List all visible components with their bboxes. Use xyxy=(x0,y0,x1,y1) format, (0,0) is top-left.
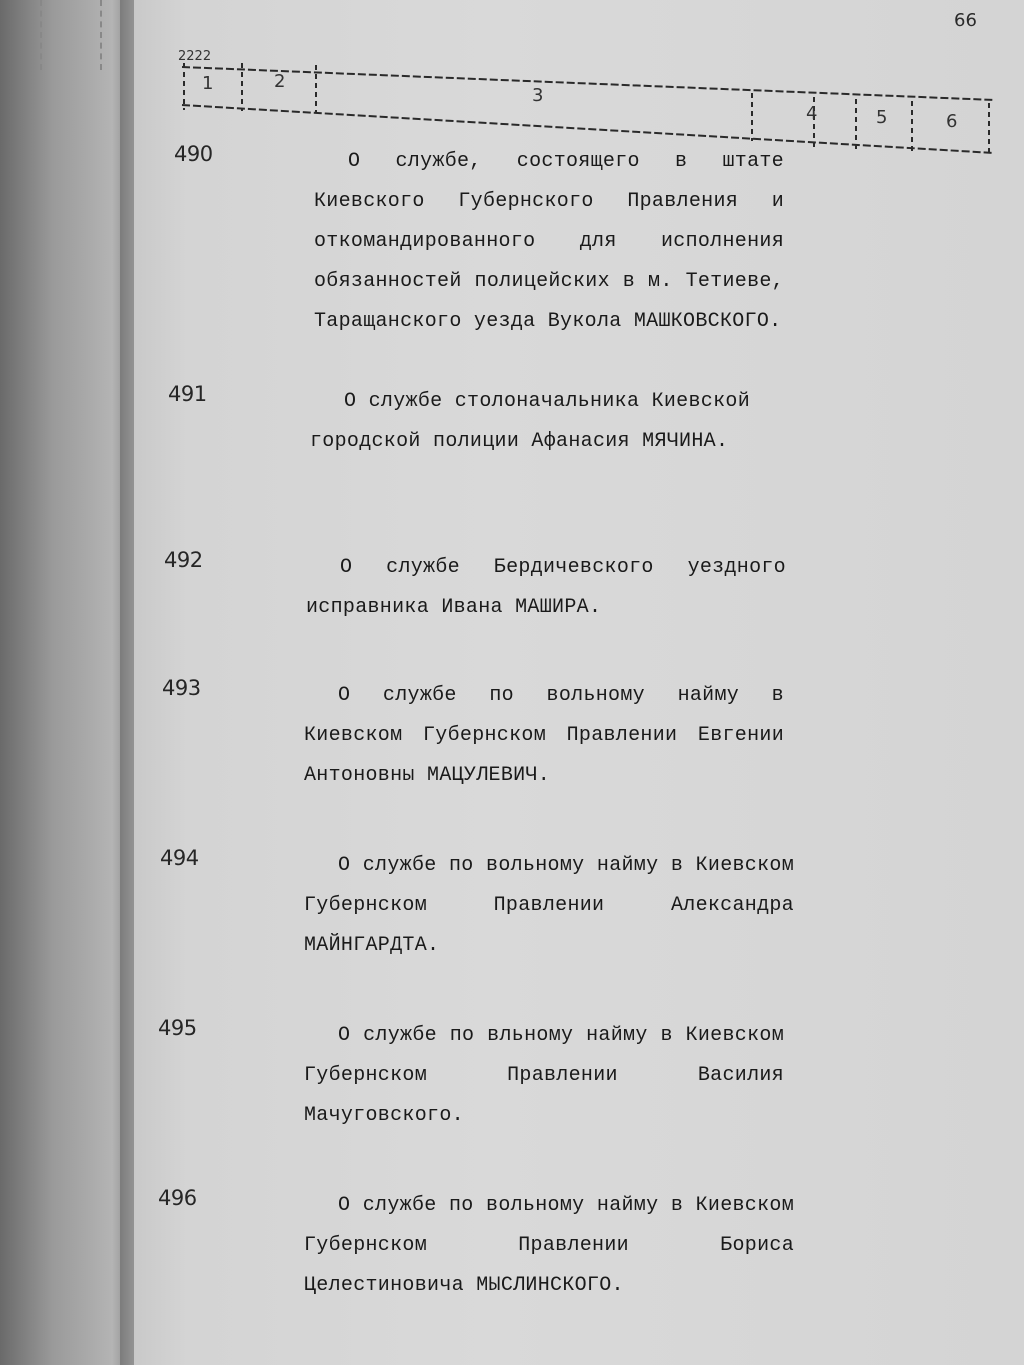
entry-text: О службе по вольному найму в Киевском Губернском Правлении Бориса Целестиновича МЫСЛИНСКОГО. xyxy=(304,1194,794,1297)
entry-number: 491 xyxy=(168,382,207,406)
facing-page-dashed-line xyxy=(40,0,42,70)
document-page xyxy=(134,0,1024,1365)
column-label-6: 6 xyxy=(946,111,958,132)
entry-number: 495 xyxy=(158,1016,197,1040)
column-label-5: 5 xyxy=(876,107,888,128)
entry-text: О службе Бердичевского уездного исправника Ивана МАШИРА. xyxy=(306,556,786,619)
entry-text: О службе по вольному найму в Киевском Губернском Правлении Евгении Антоновны МАЦУЛЕВИЧ. xyxy=(304,684,784,787)
entry-number: 493 xyxy=(162,676,201,700)
entry-text: О службе по вльному найму в Киевском Губернском Правлении Василия Мачуговского. xyxy=(304,1024,784,1127)
entry-number: 490 xyxy=(174,142,213,166)
entry-number: 492 xyxy=(164,548,203,572)
entry-number: 494 xyxy=(160,846,199,870)
column-label-3: 3 xyxy=(532,85,544,106)
column-label-2: 2 xyxy=(274,71,286,92)
column-label-1: 1 xyxy=(202,73,214,94)
header-marker: 2222 xyxy=(178,49,212,64)
column-label-4: 4 xyxy=(806,103,818,124)
entry-text: О службе столоначальника Киевской городской полиции Афанасия МЯЧИНА. xyxy=(310,390,750,453)
header-top-line xyxy=(182,67,994,100)
entry-number: 496 xyxy=(158,1186,197,1210)
facing-page-dashed-line xyxy=(100,0,102,70)
facing-page xyxy=(0,0,132,1365)
entry-text: О службе по вольному найму в Киевском Губернском Правлении Александра МАЙНГАРДТА. xyxy=(304,854,794,957)
page-number: 66 xyxy=(954,10,977,31)
entry-text: О службе, состоящего в штате Киевского Губернского Правления и откомандированного для исполнения обязанностей полицейских в м. Тетиеве, Таращанского уезда Вукола МАШКОВСКОГО. xyxy=(314,150,784,333)
